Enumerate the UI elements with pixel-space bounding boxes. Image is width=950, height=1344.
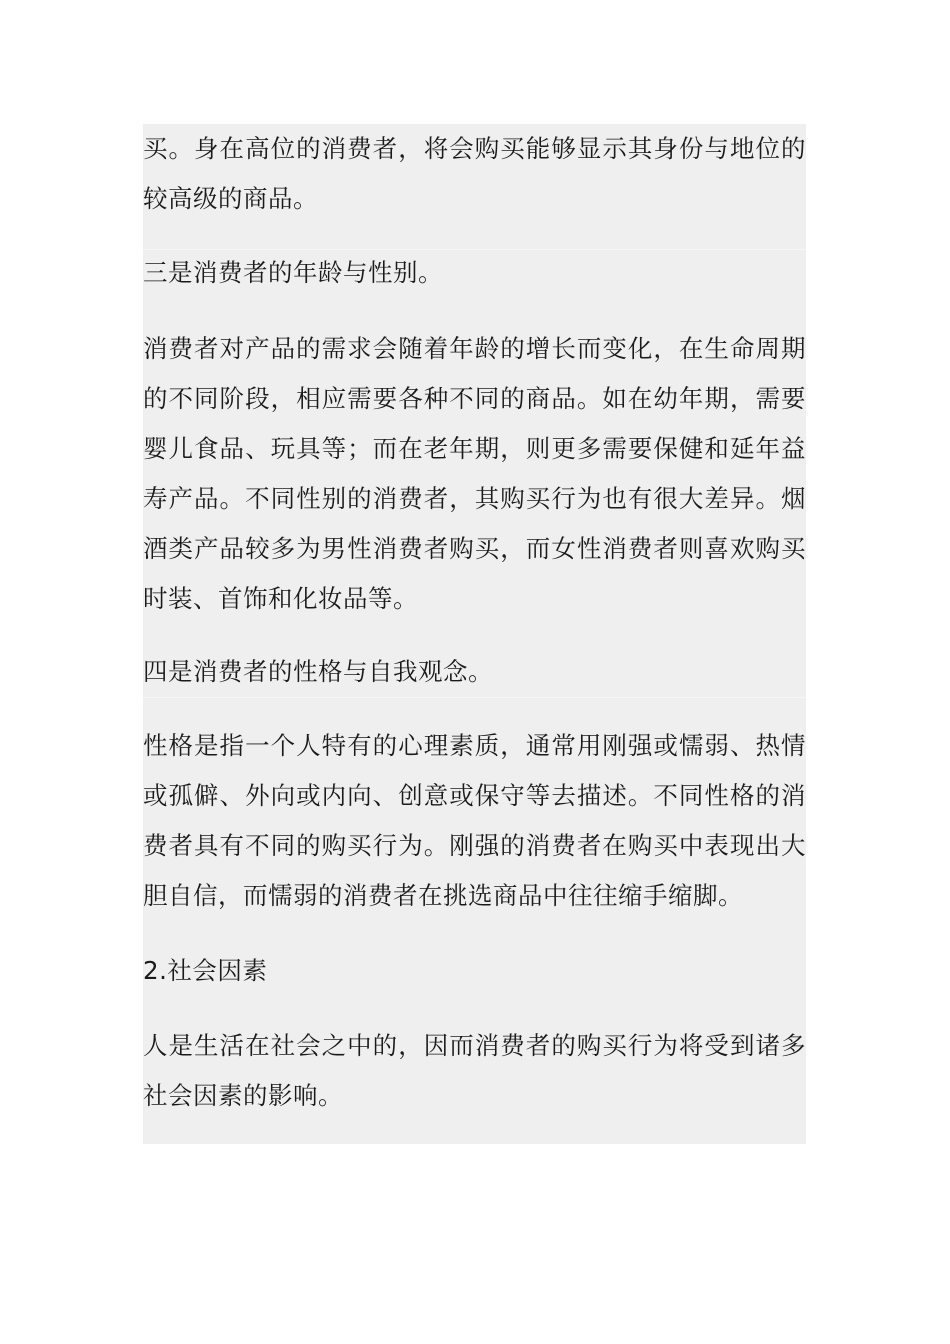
paragraph-social-factors: 人是生活在社会之中的，因而消费者的购买行为将受到诸多社会因素的影响。 (143, 1031, 806, 1110)
heading-social-factors: 2.社会因素 (143, 956, 268, 985)
paragraph-status-purchase: 买。身在高位的消费者，将会购买能够显示其身份与地位的较高级的商品。 (143, 134, 806, 213)
document-content (143, 124, 806, 1144)
heading-personality: 四是消费者的性格与自我观念。 (143, 657, 493, 686)
heading-age-gender: 三是消费者的年龄与性别。 (143, 258, 443, 287)
section-divider (143, 697, 806, 698)
paragraph-personality: 性格是指一个人特有的心理素质，通常用刚强或懦弱、热情或孤僻、外向或内向、创意或保守等去描述。不同性格的消费者具有不同的购买行为。刚强的消费者在购买中表现出大胆自信，而懦弱的消费者在挑选商品中往往缩手缩脚。 (143, 731, 806, 910)
paragraph-age-gender: 消费者对产品的需求会随着年龄的增长而变化，在生命周期的不同阶段，相应需要各种不同的商品。如在幼年期，需要婴儿食品、玩具等；而在老年期，则更多需要保健和延年益寿产品。不同性别的消费者，其购买行为也有很大差异。烟酒类产品较多为男性消费者购买，而女性消费者则喜欢购买时装、首饰和化妆品等。 (143, 334, 806, 613)
